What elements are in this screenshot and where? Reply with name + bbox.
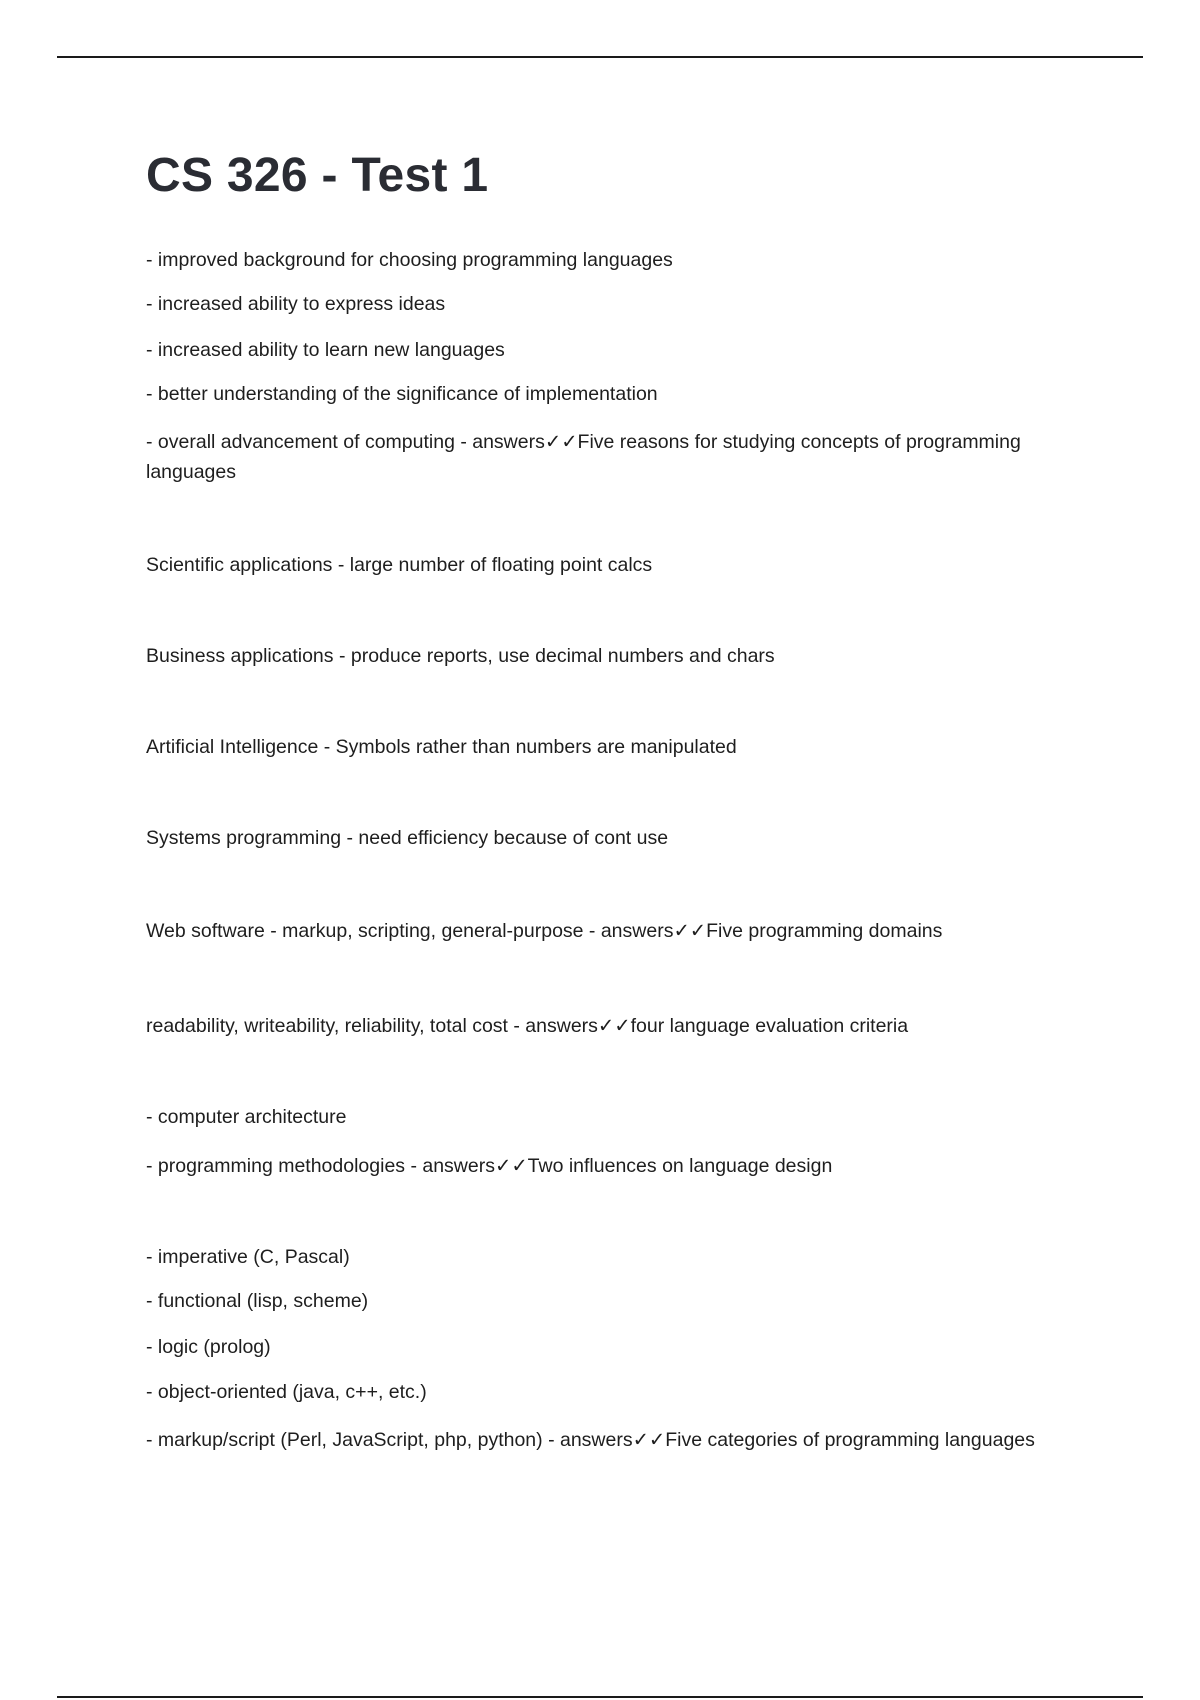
flashcard-entry (146, 641, 1086, 671)
entry-line: - logic (prolog) (146, 1336, 271, 1358)
flashcard-entry (146, 1102, 1086, 1181)
entry-line: - markup/script (Perl, JavaScript, php, python) - answers✓✓Five categories of programming languages (146, 1429, 1035, 1451)
entry-line: Systems programming - need efficiency because of cont use (146, 827, 669, 849)
entry-line: readability, writeability, reliability, total cost - answers✓✓four language evaluation criteria (146, 1015, 909, 1037)
entry-line: Scientific applications - large number of floating point calcs (146, 554, 653, 576)
entry-line: - improved background for choosing programming languages (146, 249, 673, 271)
entry-line: - increased ability to express ideas (146, 293, 446, 315)
entry-line: - better understanding of the significance of implementation (146, 383, 658, 405)
entry-line: - programming methodologies - answers✓✓Two influences on language design (146, 1155, 833, 1177)
entry-line: - overall advancement of computing - answers✓✓Five reasons for studying concepts of programming languages (146, 431, 1021, 483)
bottom-rule (57, 1696, 1143, 1698)
flashcard-entry (146, 1242, 1086, 1455)
entry-line: - object-oriented (java, c++, etc.) (146, 1381, 427, 1403)
document-page (146, 140, 1086, 1451)
flashcard-entry (146, 732, 1086, 762)
flashcard-entry (146, 550, 1086, 580)
flashcard-entry (146, 916, 1086, 946)
flashcard-entry (146, 1011, 1086, 1041)
top-rule (57, 56, 1143, 58)
entry-line: Business applications - produce reports, use decimal numbers and chars (146, 645, 775, 667)
entry-line: Web software - markup, scripting, general-purpose - answers✓✓Five programming domains (146, 920, 943, 942)
entry-line: - functional (lisp, scheme) (146, 1290, 369, 1312)
entry-line: - increased ability to learn new languages (146, 339, 505, 361)
entry-line: - computer architecture (146, 1106, 347, 1128)
entry-line: Artificial Intelligence - Symbols rather than numbers are manipulated (146, 736, 737, 758)
flashcard-entry (146, 823, 1086, 853)
entry-line: - imperative (C, Pascal) (146, 1246, 350, 1268)
flashcard-entry (146, 245, 1086, 487)
page-title: CS 326 - Test 1 (146, 149, 489, 202)
